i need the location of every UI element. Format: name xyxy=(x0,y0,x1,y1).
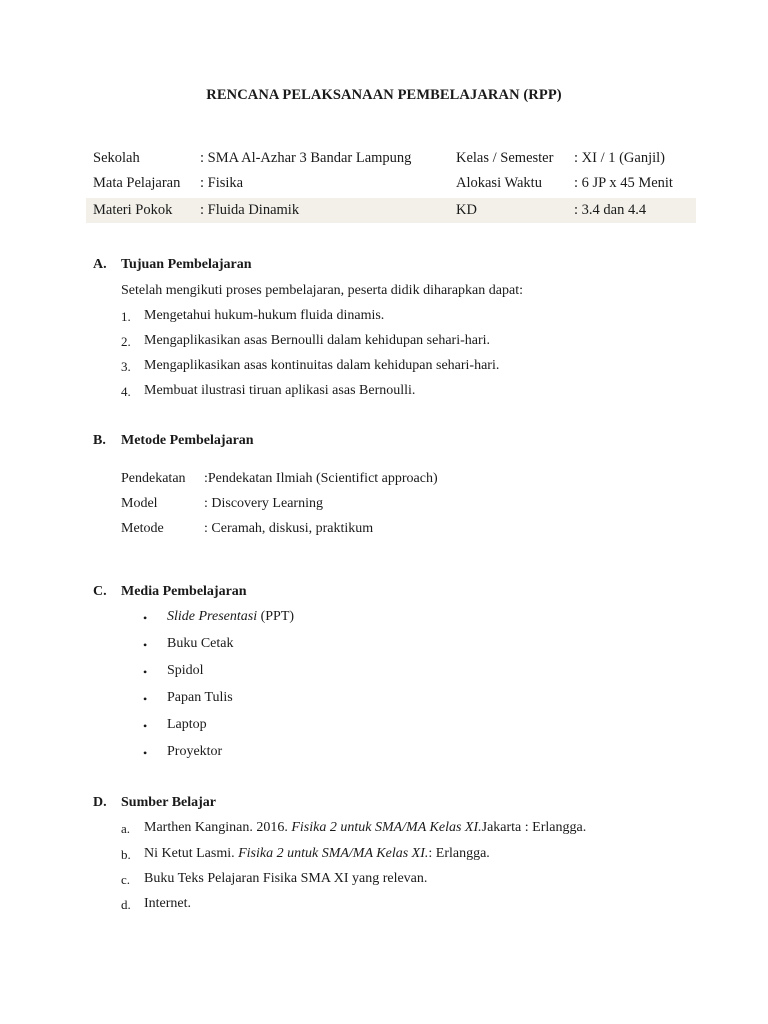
info-label: Mata Pelajaran xyxy=(93,175,181,191)
reference-item: Buku Teks Pelajaran Fisika SMA XI yang relevan. xyxy=(144,871,428,886)
info-label: Materi Pokok xyxy=(93,202,173,218)
info-label: Kelas / Semester xyxy=(456,150,554,166)
bullet-icon: • xyxy=(143,665,148,679)
list-item: Spidol xyxy=(167,663,204,678)
section-b-title: Metode Pembelajaran xyxy=(121,433,254,448)
bullet-icon: • xyxy=(143,746,148,760)
info-row-materi-pokok xyxy=(86,198,696,223)
list-letter: c. xyxy=(121,872,131,887)
section-a-letter: A. xyxy=(93,257,107,272)
reference-item: Marthen Kanginan. 2016. Fisika 2 untuk SMA/MA Kelas XI.Jakarta : Erlangga. xyxy=(144,820,587,835)
document-title: RENCANA PELAKSANAAN PEMBELAJARAN (RPP) xyxy=(206,87,562,103)
section-d-title: Sumber Belajar xyxy=(121,795,217,810)
section-a-intro: Setelah mengikuti proses pembelajaran, peserta didik diharapkan dapat: xyxy=(121,283,523,298)
method-key: Model xyxy=(121,496,158,511)
list-letter: d. xyxy=(121,897,131,912)
section-b-letter: B. xyxy=(93,433,106,448)
method-key: Metode xyxy=(121,521,164,536)
method-key: Pendekatan xyxy=(121,471,186,486)
info-row-mata-pelajaran xyxy=(86,171,696,196)
list-number: 3. xyxy=(121,359,131,374)
list-number: 1. xyxy=(121,309,131,324)
list-item: Membuat ilustrasi tiruan aplikasi asas Bernoulli. xyxy=(144,383,416,398)
info-value: : XI / 1 (Ganjil) xyxy=(574,150,666,166)
info-label: KD xyxy=(456,202,477,218)
list-item: Laptop xyxy=(167,717,207,732)
info-value: : SMA Al-Azhar 3 Bandar Lampung xyxy=(200,150,412,166)
section-c-letter: C. xyxy=(93,584,107,599)
list-item: Papan Tulis xyxy=(167,690,233,705)
section-c-title: Media Pembelajaran xyxy=(121,584,247,599)
list-number: 2. xyxy=(121,334,131,349)
info-row-sekolah xyxy=(86,146,696,171)
info-value: : Fisika xyxy=(200,175,244,191)
bullet-icon: • xyxy=(143,638,148,652)
section-a-title: Tujuan Pembelajaran xyxy=(121,257,252,272)
list-item: Buku Cetak xyxy=(167,636,234,651)
info-label: Sekolah xyxy=(93,150,140,166)
list-item: Mengaplikasikan asas Bernoulli dalam kehidupan sehari-hari. xyxy=(144,333,491,348)
list-item: Slide Presentasi (PPT) xyxy=(167,609,295,624)
info-label: Alokasi Waktu xyxy=(456,175,542,191)
info-value: : 3.4 dan 4.4 xyxy=(574,202,647,218)
info-value: : 6 JP x 45 Menit xyxy=(574,175,673,191)
reference-item: Ni Ketut Lasmi. Fisika 2 untuk SMA/MA Kelas XI.: Erlangga. xyxy=(144,846,490,861)
list-item: Mengetahui hukum-hukum fluida dinamis. xyxy=(144,308,385,323)
method-value: : Ceramah, diskusi, praktikum xyxy=(204,521,374,536)
bullet-icon: • xyxy=(143,611,148,625)
list-letter: a. xyxy=(121,821,131,836)
info-value: : Fluida Dinamik xyxy=(200,202,300,218)
list-number: 4. xyxy=(121,384,131,399)
bullet-icon: • xyxy=(143,719,148,733)
reference-item: Internet. xyxy=(144,896,192,911)
list-letter: b. xyxy=(121,847,131,862)
bullet-icon: • xyxy=(143,692,148,706)
method-value: : Discovery Learning xyxy=(204,496,323,511)
list-item: Mengaplikasikan asas kontinuitas dalam kehidupan sehari-hari. xyxy=(144,358,500,373)
list-item: Proyektor xyxy=(167,744,223,759)
method-value: :Pendekatan Ilmiah (Scientifict approach) xyxy=(204,471,438,486)
section-d-letter: D. xyxy=(93,795,107,810)
